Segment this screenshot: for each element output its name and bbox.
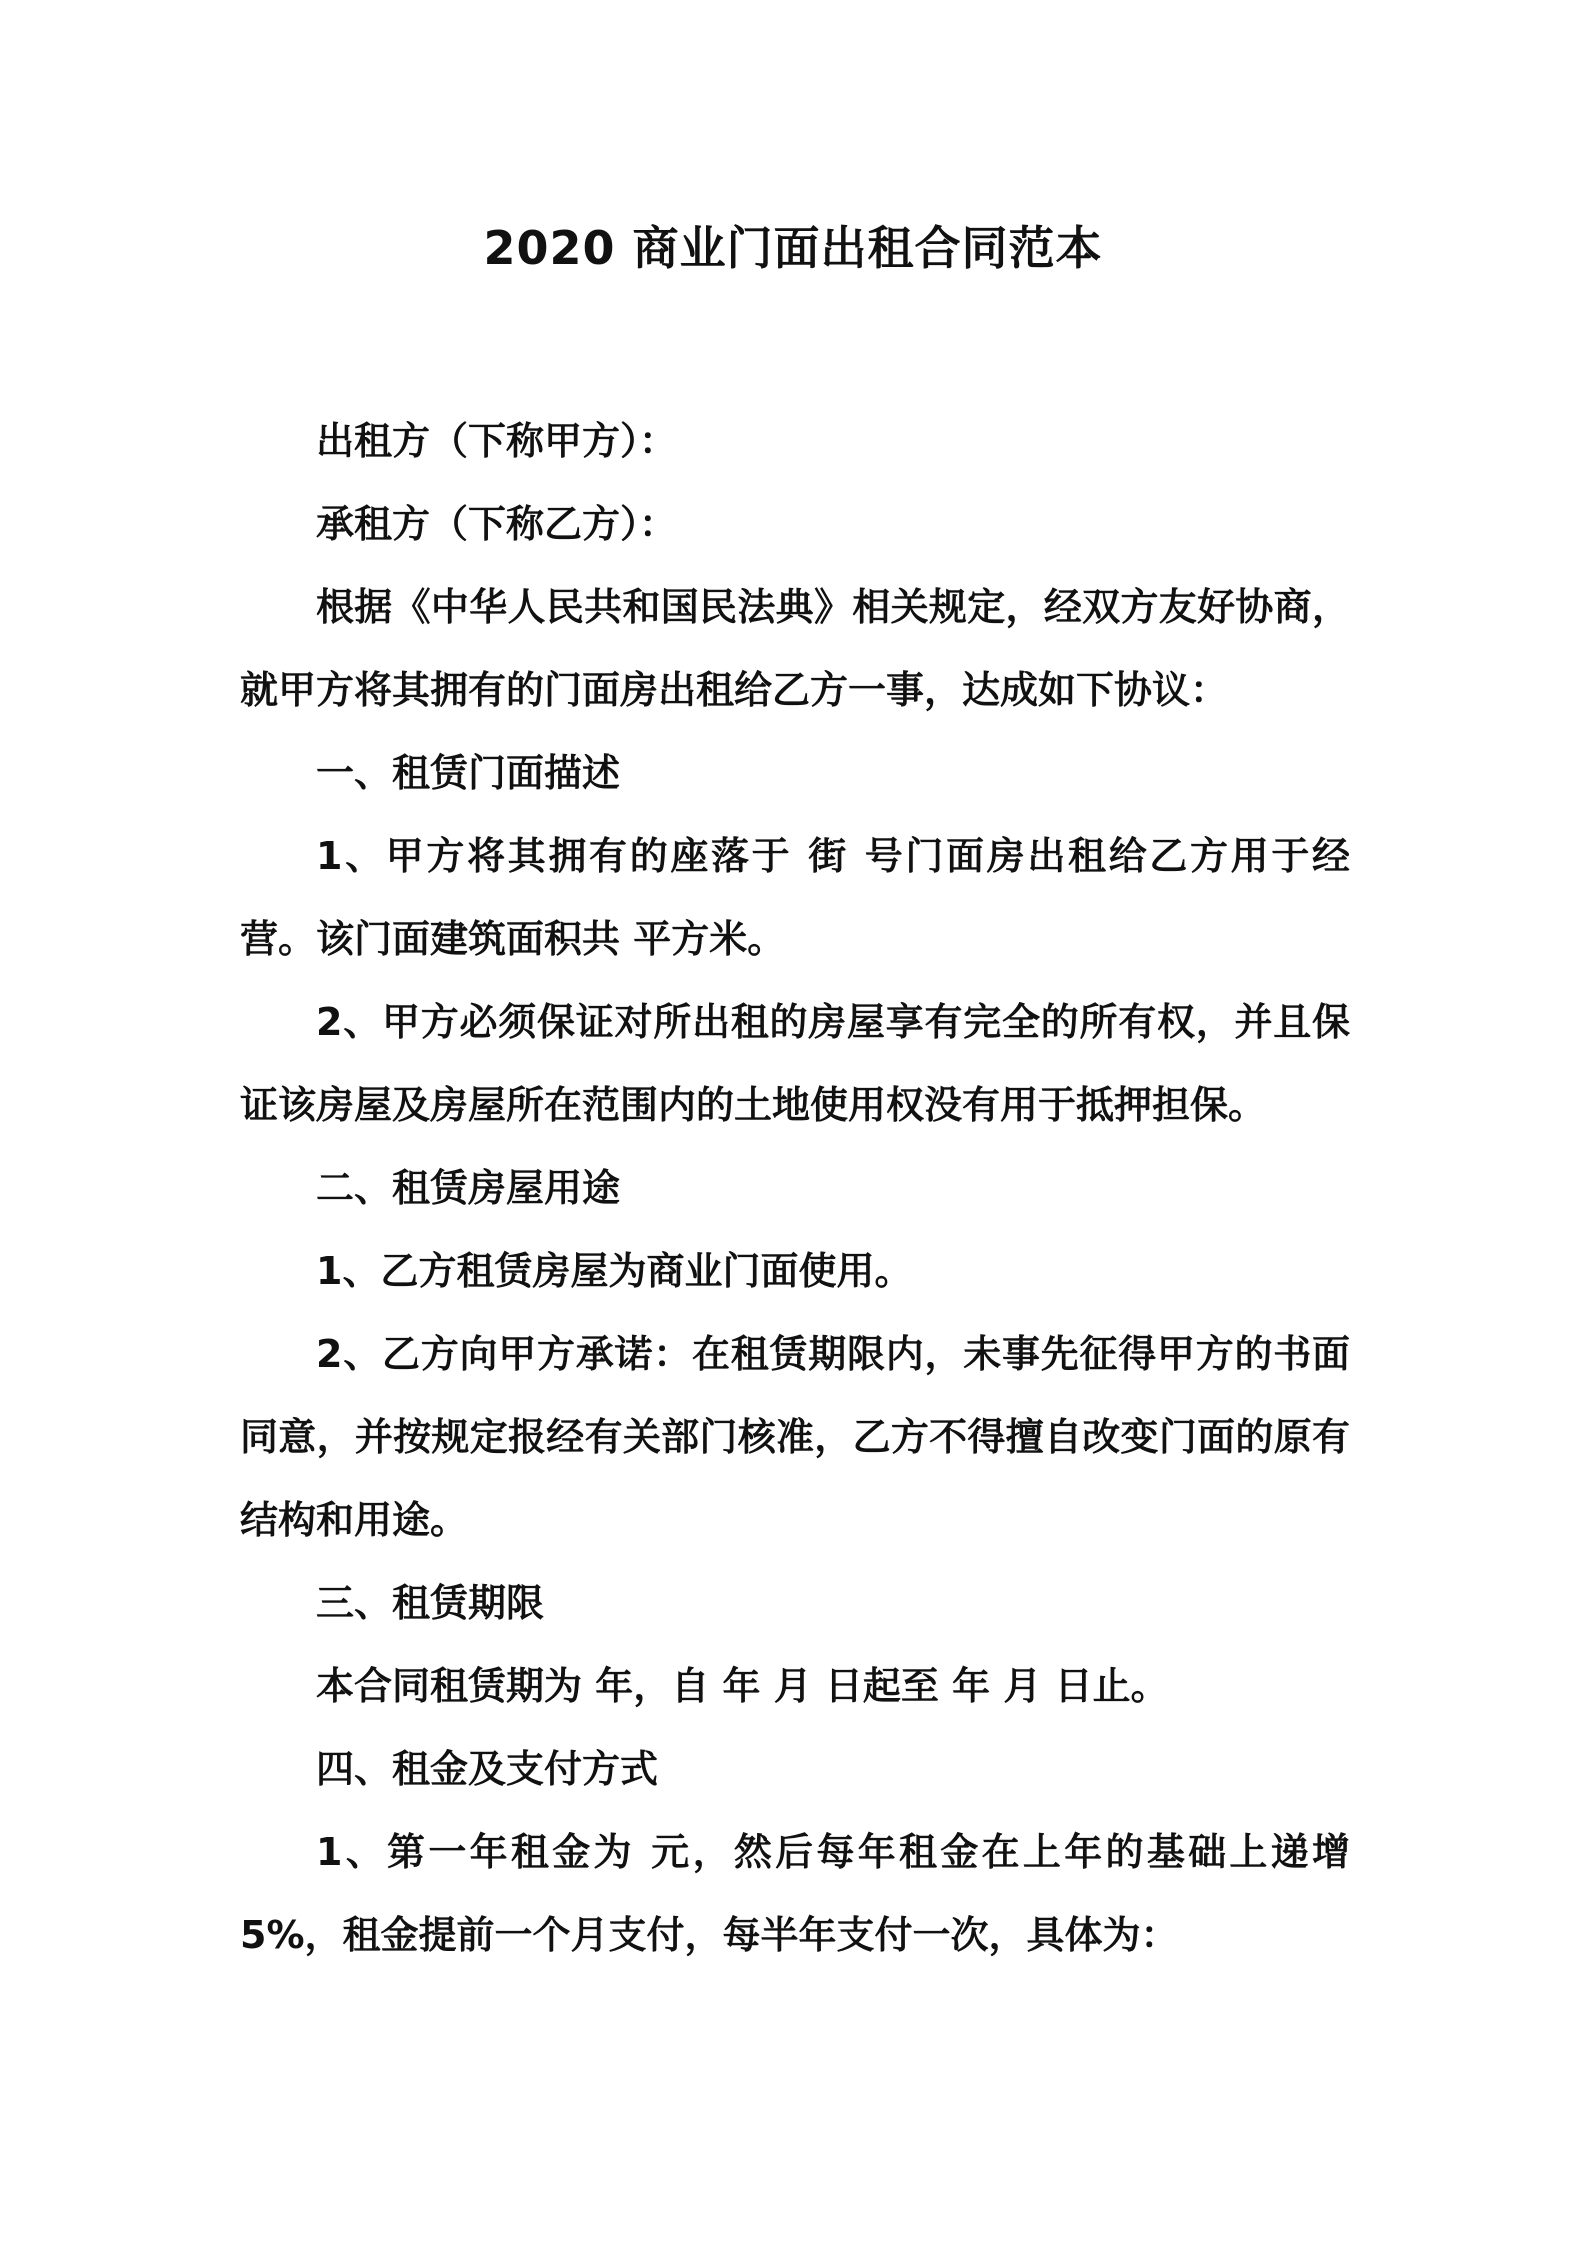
section-heading-2: 二、租赁房屋用途	[316, 1166, 621, 1210]
paragraph-lessor: 出租方（下称甲方）：	[316, 419, 678, 463]
document-title: 2020 商业门面出租合同范本	[483, 221, 1103, 275]
paragraph-lessee: 承租方（下称乙方）：	[316, 502, 678, 546]
document-body	[240, 400, 1350, 1977]
section-heading-3: 三、租赁期限	[316, 1581, 545, 1625]
paragraph-2-2: 2、乙方向甲方承诺：在租赁期限内，未事先征得甲方的书面同意，并按规定报经有关部门核准，乙方不得擅自改变门面的原有结构和用途。	[240, 1332, 1350, 1542]
paragraph-1-1: 1、甲方将其拥有的座落于 街 号门面房出租给乙方用于经营。该门面建筑面积共 平方米。	[240, 834, 1350, 961]
paragraph-1-2: 2、甲方必须保证对所出租的房屋享有完全的所有权，并且保证该房屋及房屋所在范围内的土地使用权没有用于抵押担保。	[240, 1000, 1350, 1127]
paragraph-2-1: 1、乙方租赁房屋为商业门面使用。	[316, 1249, 913, 1293]
paragraph-3-1: 本合同租赁期为 年，自 年 月 日起至 年 月 日止。	[316, 1664, 1169, 1708]
paragraph-4-1: 1、第一年租金为 元，然后每年租金在上年的基础上递增 5%，租金提前一个月支付，每半年支付一次，具体为：	[240, 1830, 1350, 1957]
section-heading-1: 一、租赁门面描述	[316, 751, 621, 795]
paragraph-preamble: 根据《中华人民共和国民法典》相关规定，经双方友好协商，就甲方将其拥有的门面房出租给乙方一事，达成如下协议：	[240, 585, 1350, 712]
section-heading-4: 四、租金及支付方式	[316, 1747, 659, 1791]
